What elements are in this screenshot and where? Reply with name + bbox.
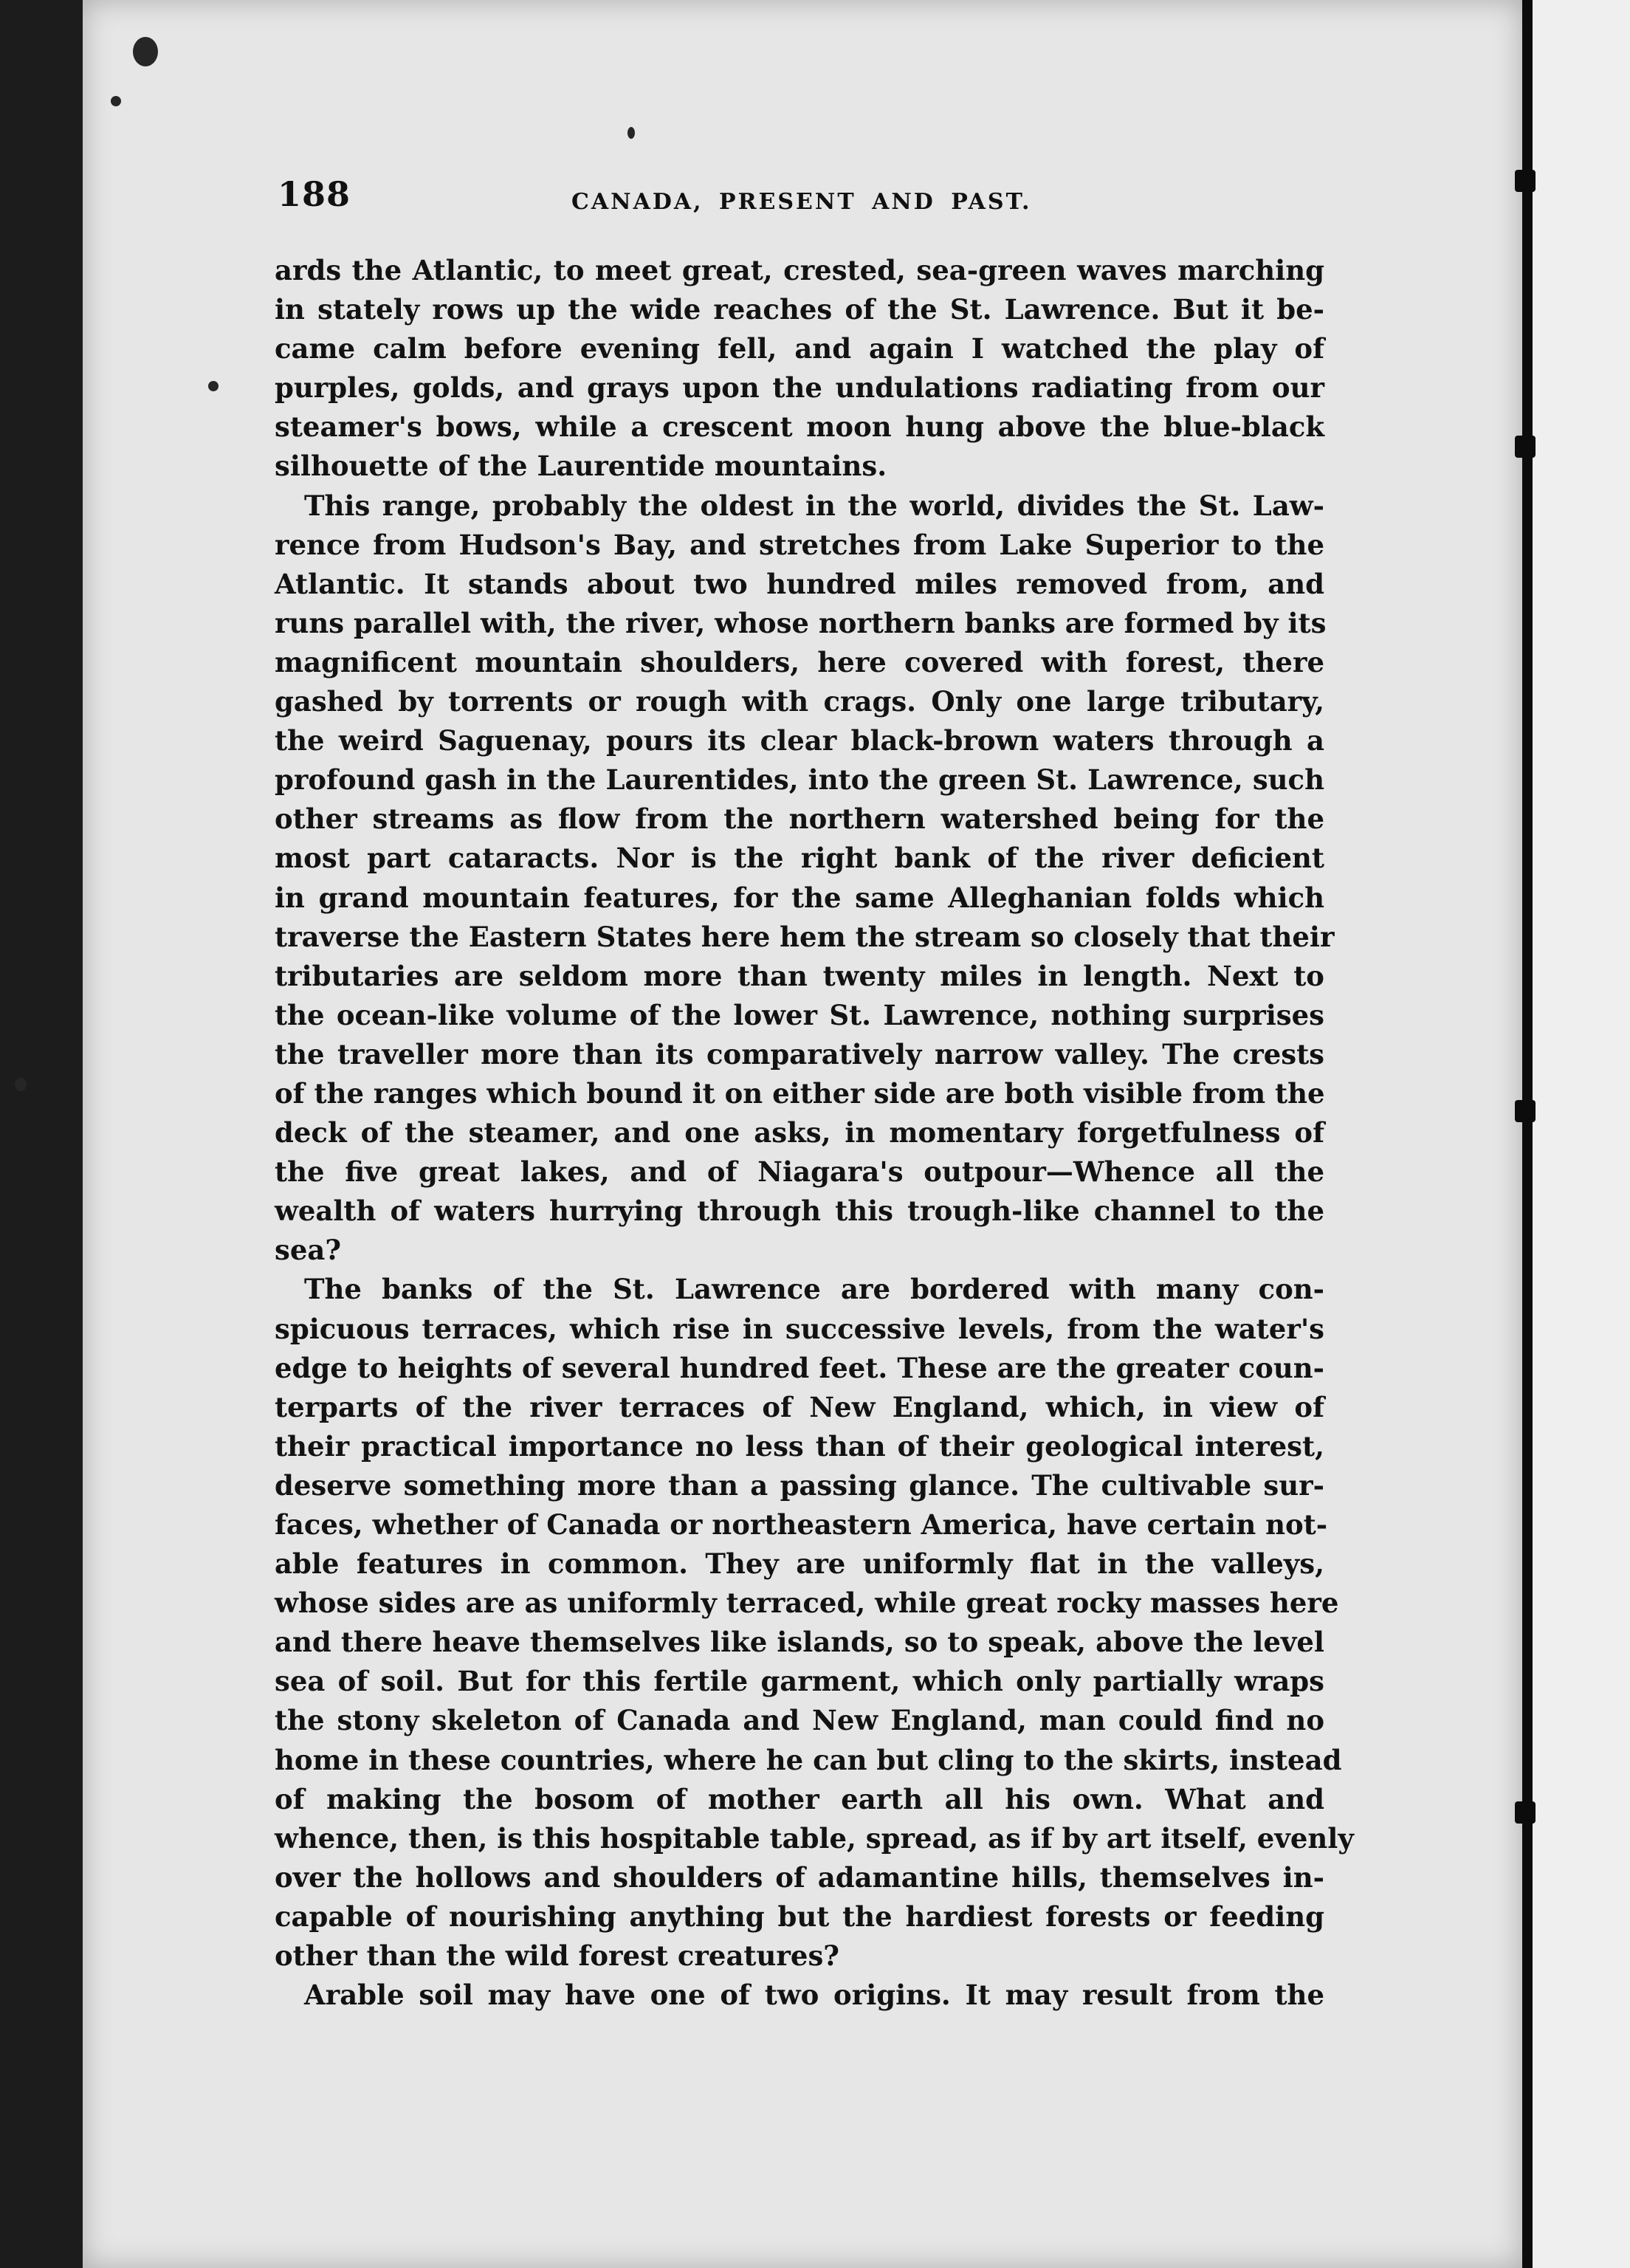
scan-speck: [15, 1078, 27, 1091]
text-line: other than the wild forest creatures?: [275, 1939, 839, 1973]
text-line: tributaries are seldom more than twenty miles in length. Next to: [275, 959, 1324, 992]
text-line: This range, probably the oldest in the world, divides the St. Law-: [304, 489, 1324, 522]
text-line: able features in common. They are uniformly flat in the valleys,: [275, 1547, 1324, 1581]
text-line: most part cataracts. Nor is the right bank of the river deficient: [275, 842, 1324, 875]
scan-speck: [208, 381, 219, 391]
text-line: purples, golds, and grays upon the undulations radiating from our: [275, 371, 1324, 405]
text-line: wealth of waters hurrying through this trough-like channel to the: [275, 1195, 1324, 1228]
scan-speck: [133, 37, 158, 66]
binding-mark: [1515, 170, 1536, 192]
body-text: [275, 251, 1354, 2015]
text-line: sea of soil. But for this fertile garment, which only partially wraps: [275, 1665, 1324, 1698]
page-gutter-edge: [1522, 0, 1533, 2268]
text-line: gashed by torrents or rough with crags. Only one large tributary,: [275, 685, 1324, 718]
text-line: deck of the steamer, and one asks, in momentary forgetfulness of: [275, 1116, 1324, 1150]
text-line: silhouette of the Laurentide mountains.: [275, 450, 887, 483]
text-line: magnificent mountain shoulders, here covered with forest, there: [275, 645, 1324, 678]
text-line: capable of nourishing anything but the hardiest forests or feeding: [275, 1900, 1324, 1933]
text-line: in stately rows up the wide reaches of the St. Lawrence. But it be-: [275, 293, 1324, 326]
page-number: 188: [278, 174, 351, 214]
text-line: the ocean-like volume of the lower St. Lawrence, nothing surprises: [275, 998, 1324, 1031]
running-title: CANADA, PRESENT AND PAST.: [571, 189, 1032, 215]
text-line: the weird Saguenay, pours its clear black-brown waters through a: [275, 724, 1324, 757]
text-line: traverse the Eastern States here hem the stream so closely that their: [275, 920, 1335, 953]
binding-mark: [1515, 1100, 1536, 1122]
text-line: ards the Atlantic, to meet great, crested, sea-green waves marching: [275, 254, 1324, 286]
text-line: and there heave themselves like islands, so to speak, above the level: [275, 1626, 1324, 1659]
scan-speck: [627, 127, 635, 139]
text-line: whose sides are as uniformly terraced, while great rocky masses here: [275, 1587, 1339, 1620]
text-line: the five great lakes, and of Niagara's outpour—Whence all the: [275, 1155, 1324, 1189]
text-line: the traveller more than its comparatively narrow valley. The crests: [275, 1037, 1324, 1071]
scan-speck: [111, 96, 121, 106]
text-line: their practical importance no less than of their geological interest,: [275, 1429, 1324, 1463]
facing-page-edge: [1533, 0, 1630, 2268]
binding-mark: [1515, 436, 1536, 458]
running-head: [278, 174, 1326, 233]
text-line: of the ranges which bound it on either side are both visible from the: [275, 1076, 1325, 1110]
text-line: profound gash in the Laurentides, into the green St. Lawrence, such: [275, 763, 1324, 797]
binding-mark: [1515, 1801, 1536, 1824]
text-line: home in these countries, where he can but cling to the skirts, instead: [275, 1743, 1342, 1776]
text-line: rence from Hudson's Bay, and stretches from Lake Superior to the: [275, 528, 1324, 561]
text-line: steamer's bows, while a crescent moon hung above the blue-black: [275, 410, 1324, 444]
text-line: other streams as flow from the northern watershed being for the: [275, 803, 1324, 836]
text-line: came calm before evening fell, and again I watched the play of: [275, 332, 1324, 365]
text-line: runs parallel with, the river, whose northern banks are formed by its: [275, 606, 1327, 639]
text-line: the stony skeleton of Canada and New England, man could find no: [275, 1704, 1324, 1737]
text-line: terparts of the river terraces of New England, which, in view of: [275, 1390, 1324, 1423]
text-line: edge to heights of several hundred feet. These are the greater coun-: [275, 1351, 1324, 1384]
text-line: Atlantic. It stands about two hundred miles removed from, and: [275, 567, 1324, 600]
text-line: Arable soil may have one of two origins. It may result from the: [304, 1979, 1324, 2012]
text-line: whence, then, is this hospitable table, spread, as if by art itself, evenly: [275, 1821, 1354, 1855]
text-line: of making the bosom of mother earth all his own. What and: [275, 1782, 1324, 1815]
text-line: The banks of the St. Lawrence are bordered with many con-: [304, 1273, 1324, 1306]
text-line: sea?: [275, 1234, 342, 1267]
text-line: in grand mountain features, for the same Alleghanian folds which: [275, 881, 1324, 914]
text-line: spicuous terraces, which rise in successive levels, from the water's: [275, 1312, 1324, 1345]
text-line: faces, whether of Canada or northeastern America, have certain not-: [275, 1508, 1328, 1541]
text-line: deserve something more than a passing glance. The cultivable sur-: [275, 1468, 1324, 1502]
text-line: over the hollows and shoulders of adamantine hills, themselves in-: [275, 1860, 1324, 1894]
